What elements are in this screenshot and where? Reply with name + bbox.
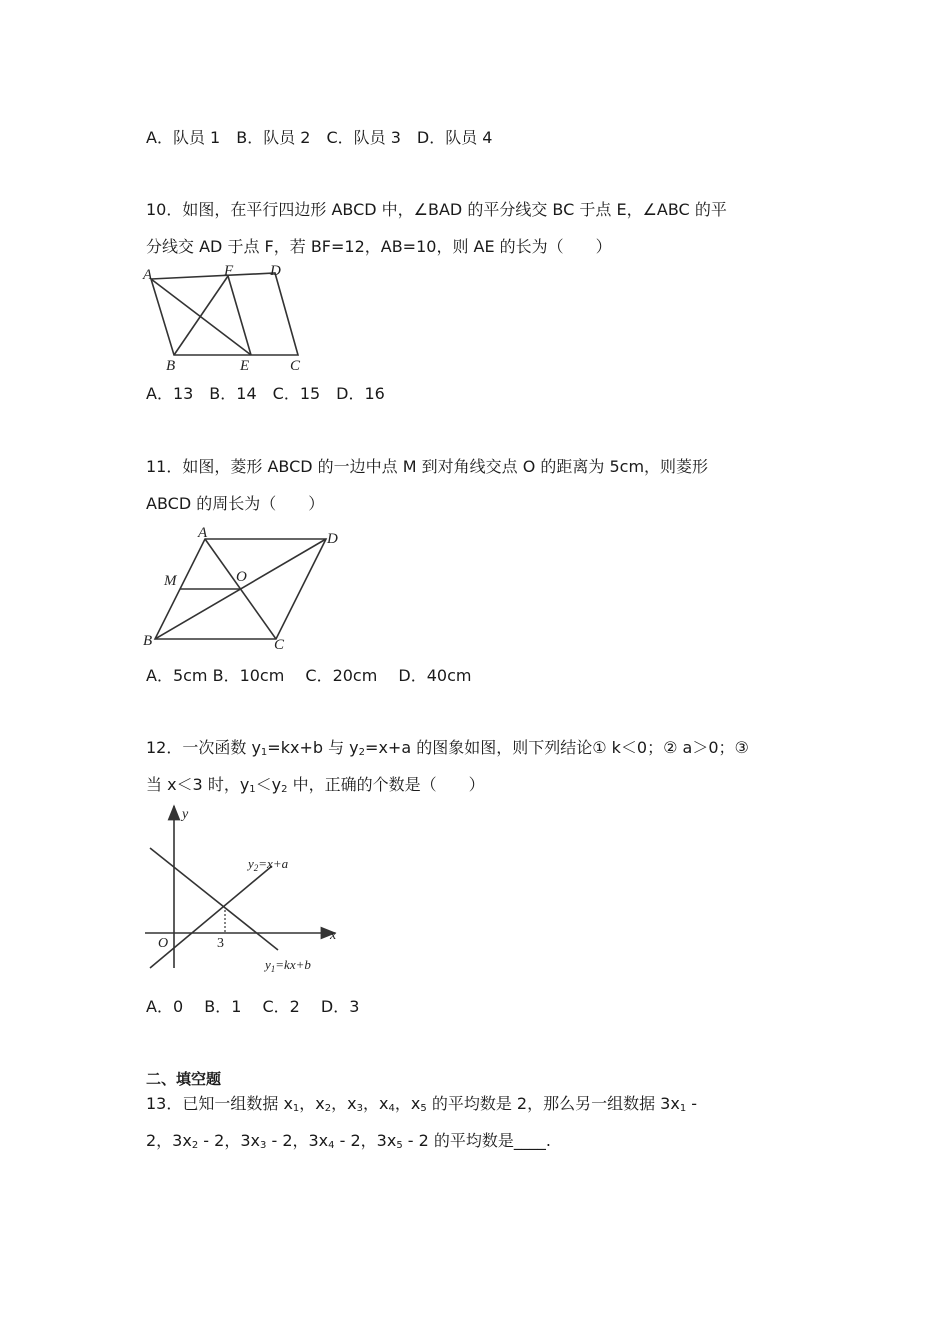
q11-rhombus-figure [140, 523, 350, 653]
q12-function-graph-figure [140, 800, 350, 980]
section-title-fill-in: 二、填空题 [146, 1070, 222, 1088]
q10-options: A．13 B．14 C．15 D．16 [146, 384, 385, 403]
q12-options: A．0 B．1 C．2 D．3 [146, 997, 360, 1016]
q11-label-m: M [164, 573, 177, 589]
q12-stem-line2: 当 x＜3 时，$y_1<y_2$ 中，正确的个数是（ ） [146, 775, 485, 795]
q10-label-e: E [240, 358, 250, 374]
q11-options: A．5cm B．10cm C．20cm D．40cm [146, 666, 472, 685]
q10-label-f: F [224, 263, 234, 279]
q10-stem-line2: 分线交 AD 于点 F，若 BF=12，AB=10，则 AE 的长为（ ） [146, 237, 612, 256]
q12-label-y2-eq: $y_2=x+a$ [248, 856, 289, 873]
q12-label-3: 3 [217, 936, 224, 951]
q12-label-o: O [158, 936, 169, 951]
q10-label-b: B [166, 358, 176, 374]
q12-line-y2 [150, 866, 272, 968]
q11-stem-line1: 11．如图，菱形 ABCD 的一边中点 M 到对角线交点 O 的距离为 5cm，则菱形 [146, 457, 709, 476]
q11-label-o: O [236, 569, 247, 585]
q9-options: A．队员 1 B．队员 2 C．队员 3 D．队员 4 [146, 128, 493, 147]
q13-stem-line2: 2，$3x_2 - 2$，$3x_3 - 2$，$3x_4 - 2$，$3x_5 - 2$ 的平均数是____. [146, 1131, 551, 1151]
q11-label-d: D [327, 531, 338, 547]
q11-label-b: B [143, 633, 153, 649]
q11-label-c: C [274, 637, 285, 653]
q10-label-d: D [270, 263, 281, 279]
q10-parallelogram-figure [140, 265, 310, 375]
q12-label-y1-eq: $y_1=kx+b$ [265, 957, 311, 974]
q12-stem-line1: 12．一次函数 $y_1=kx+b$ 与 $y_2=x+a$ 的图象如图，则下列结论① k＜0；② a＞0；③ [146, 738, 749, 758]
q12-label-x: x [330, 928, 337, 943]
q13-stem-line1: 13．已知一组数据 $x_1$，$x_2$，$x_3$，$x_4$，$x_5$ 的平均数是 2，那么另一组数据 $3x_1$ - [146, 1094, 698, 1114]
q12-label-y: y [182, 807, 189, 822]
q10-label-c: C [290, 358, 301, 374]
q11-stem-line2: ABCD 的周长为（ ） [146, 494, 325, 513]
q10-label-a: A [143, 267, 153, 283]
q11-label-a: A [198, 525, 208, 541]
q10-stem-line1: 10．如图，在平行四边形 ABCD 中，∠BAD 的平分线交 BC 于点 E，∠ABC 的平 [146, 200, 727, 219]
